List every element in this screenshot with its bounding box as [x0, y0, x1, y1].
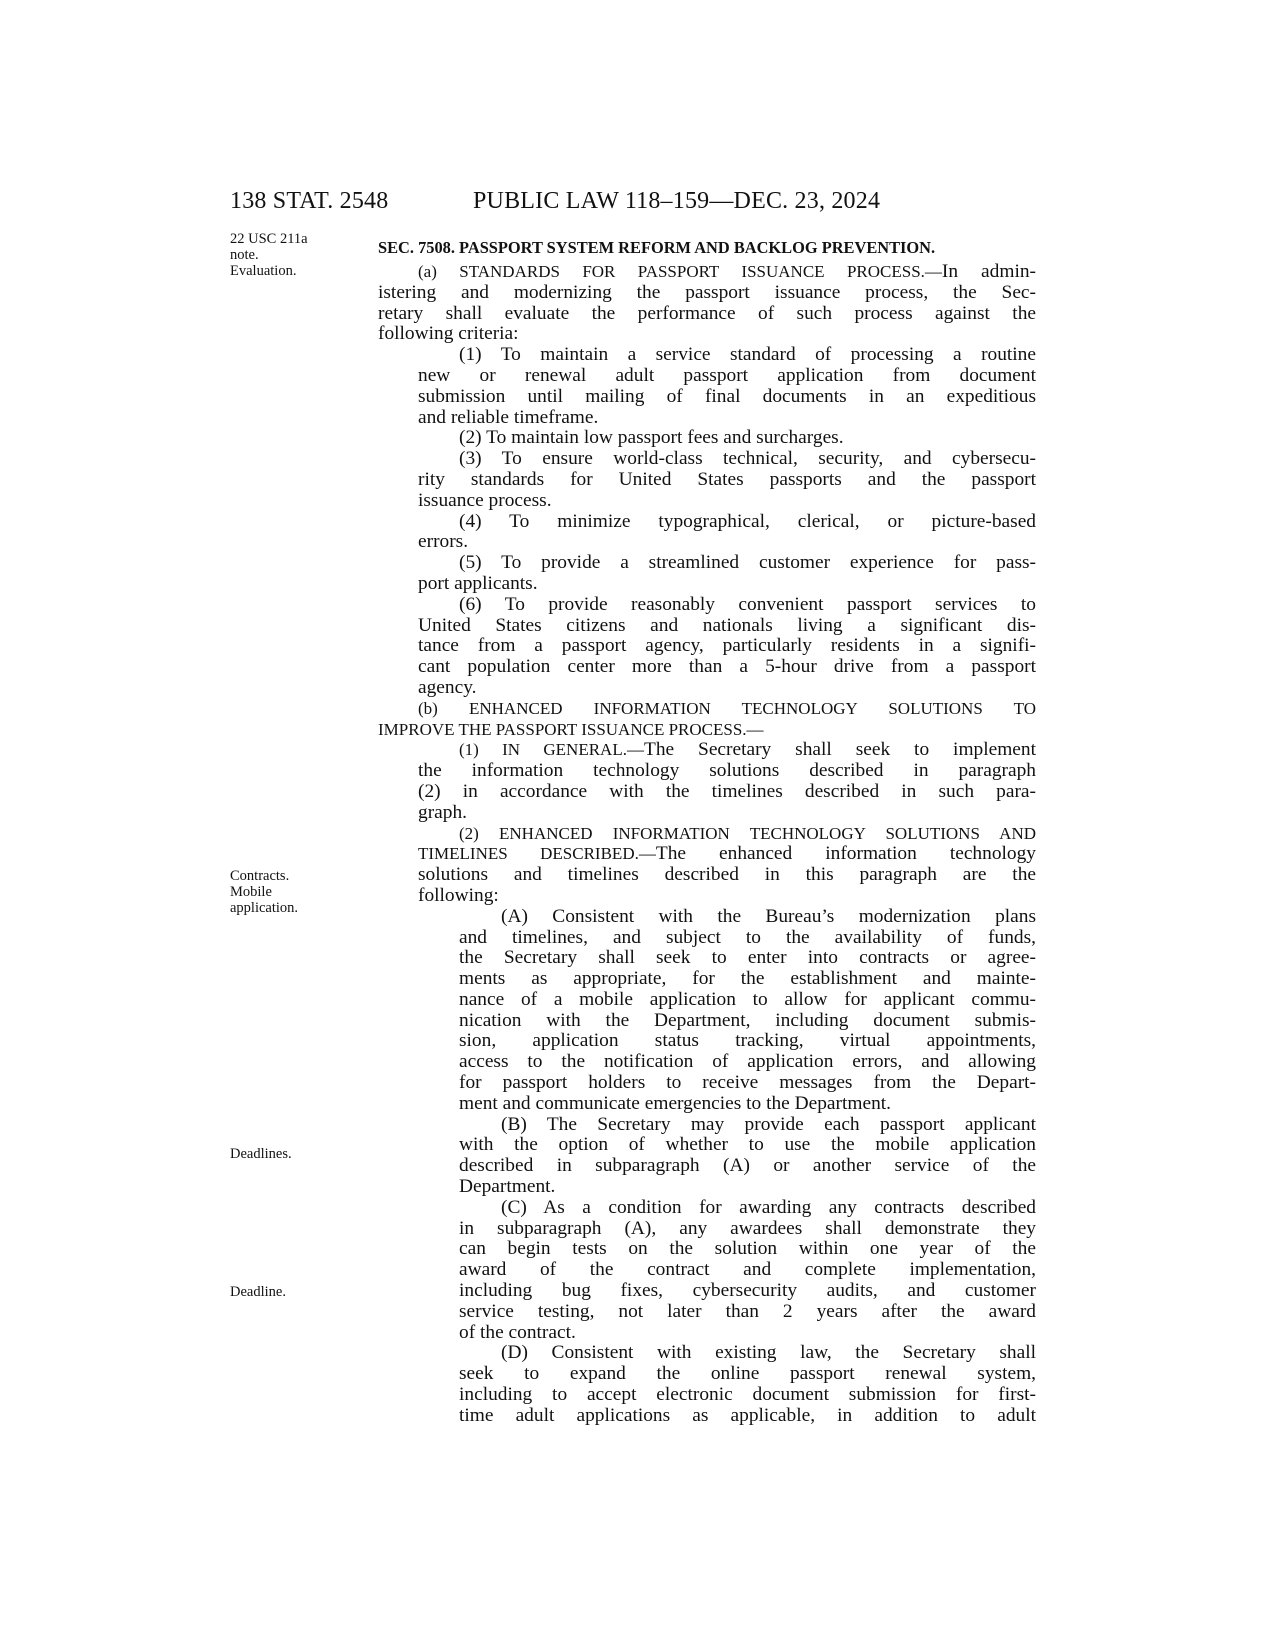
text-line: graph. [418, 802, 467, 823]
paragraph-a3 [378, 449, 1036, 511]
text-line: including to accept electronic document submission for first- [459, 1385, 1036, 1406]
text-line: tance from a passport agency, particularly residents in a signifi- [418, 636, 1036, 657]
text-line: award of the contract and complete implementation, [459, 1260, 1036, 1281]
paragraph-b2 [378, 824, 1036, 1427]
text-line: can begin tests on the solution within one year of the [459, 1239, 1036, 1260]
text-line: cant population center more than a 5-hour drive from a passport [418, 657, 1036, 678]
text-line: seek to expand the online passport renewal system, [459, 1364, 1036, 1385]
text-line: submission until mailing of final documents in an expeditious [418, 386, 1036, 407]
text-line: nance of a mobile application to allow for applicant commu- [459, 989, 1036, 1010]
text-line: errors. [418, 532, 469, 553]
paragraph-a5 [378, 553, 1036, 595]
text-line: the information technology solutions described in paragraph [418, 761, 1036, 782]
paragraph-a1 [378, 345, 1036, 428]
subparagraph-D [378, 1343, 1036, 1426]
paragraph-b1-heading: (1) IN GENERAL.— [459, 740, 644, 760]
paragraph-b2-heading: TIMELINES DESCRIBED.— [418, 844, 656, 864]
text-line: of the contract. [459, 1322, 576, 1343]
text-line: for passport holders to receive messages from the Depart- [459, 1073, 1036, 1094]
text-line: and timelines, and subject to the availability of funds, [459, 927, 1036, 948]
text-line: United States citizens and nationals living a significant dis- [418, 615, 1036, 636]
text-line: the Secretary shall seek to enter into contracts or agree- [459, 948, 1036, 969]
text-line: new or renewal adult passport application from document [418, 365, 1036, 386]
text-line: ments as appropriate, for the establishment and mainte- [459, 969, 1036, 990]
paragraph-a4 [378, 512, 1036, 554]
text-line: ment and communicate emergencies to the Department. [459, 1093, 892, 1114]
page-number: 138 STAT. 2548 [230, 188, 389, 214]
text-line: (D) Consistent with existing law, the Secretary shall [501, 1343, 1036, 1364]
margin-note-deadline: Deadline. [230, 1284, 286, 1300]
text-line: described in subparagraph (A) or another service of the [459, 1156, 1036, 1177]
paragraph-b2-heading: (2) ENHANCED INFORMATION TECHNOLOGY SOLUTIONS AND [459, 823, 1036, 843]
text-line: retary shall evaluate the performance of such process against the [378, 303, 1036, 324]
text-line: (C) As a condition for awarding any contracts described [501, 1197, 1036, 1218]
subsection-a-heading: (a) STANDARDS FOR PASSPORT ISSUANCE PROCESS.— [418, 262, 942, 281]
text-line: (B) The Secretary may provide each passport applicant [501, 1114, 1036, 1135]
section-heading: SEC. 7508. PASSPORT SYSTEM REFORM AND BACKLOG PREVENTION. [378, 238, 936, 257]
text-line: following: [418, 885, 499, 906]
text-line: including bug fixes, cybersecurity audits, and customer [459, 1281, 1036, 1302]
margin-note-citation: 22 USC 211a note. Evaluation. [230, 231, 308, 279]
text-line: agency. [418, 677, 477, 698]
text-line: TIMELINES DESCRIBED.—The enhanced information technology [418, 844, 1036, 865]
margin-note-contracts: Contracts. Mobile application. [230, 868, 299, 916]
subparagraph-A [378, 907, 1036, 1115]
text-line: solutions and timelines described in this paragraph are the [418, 865, 1036, 886]
subparagraph-B [378, 1115, 1036, 1198]
text-line: (a) STANDARDS FOR PASSPORT ISSUANCE PROCESS.—In admin- [418, 262, 1036, 282]
text-line: istering and modernizing the passport issuance process, the Sec- [378, 282, 1036, 303]
text-line: (4) To minimize typographical, clerical, or picture-based [459, 511, 1036, 532]
text-line: and reliable timeframe. [418, 407, 599, 428]
body-text [378, 236, 1036, 1427]
text-line: (A) Consistent with the Bureau’s modernization plans [501, 906, 1036, 927]
text-line: service testing, not later than 2 years after the award [459, 1301, 1036, 1322]
text-line: (1) To maintain a service standard of processing a routine [459, 345, 1036, 366]
paragraph-a6 [378, 595, 1036, 699]
text-line: (1) IN GENERAL.—The Secretary shall seek to implement [459, 740, 1036, 761]
text-line: time adult applications as applicable, in addition to adult [459, 1405, 1036, 1426]
subsection-a [378, 262, 1036, 699]
text-line: issuance process. [418, 490, 552, 511]
subsection-b [378, 699, 1036, 1427]
text-line: (2) in accordance with the timelines described in such para- [418, 781, 1036, 802]
text-line: (5) To provide a streamlined customer experience for pass- [459, 553, 1036, 574]
text-line: with the option of whether to use the mobile application [459, 1135, 1036, 1156]
text-line: nication with the Department, including document submis- [459, 1010, 1036, 1031]
paragraph-b1 [378, 740, 1036, 823]
page-header [0, 188, 1275, 220]
text-line: rity standards for United States passports and the passport [418, 469, 1036, 490]
text-line: Department. [459, 1177, 556, 1198]
text-line: (3) To ensure world-class technical, security, and cybersecu- [459, 449, 1036, 470]
text-line: (6) To provide reasonably convenient passport services to [459, 594, 1036, 615]
text-line: in subparagraph (A), any awardees shall demonstrate they [459, 1218, 1036, 1239]
text-line: sion, application status tracking, virtual appointments, [459, 1031, 1036, 1052]
text-line: following criteria: [378, 324, 519, 345]
paragraph-a2 [378, 428, 1036, 449]
subsection-b-heading: (b) ENHANCED INFORMATION TECHNOLOGY SOLUTIONS TO [418, 698, 1036, 718]
text-line: (2) To maintain low passport fees and surcharges. [459, 428, 844, 449]
running-head: PUBLIC LAW 118–159—DEC. 23, 2024 [473, 188, 881, 214]
subparagraph-C [378, 1198, 1036, 1344]
text-line: port applicants. [418, 573, 538, 594]
text-line: access to the notification of application errors, and allowing [459, 1052, 1036, 1073]
margin-note-deadlines: Deadlines. [230, 1146, 292, 1162]
subsection-b-heading: IMPROVE THE PASSPORT ISSUANCE PROCESS.— [378, 719, 764, 739]
